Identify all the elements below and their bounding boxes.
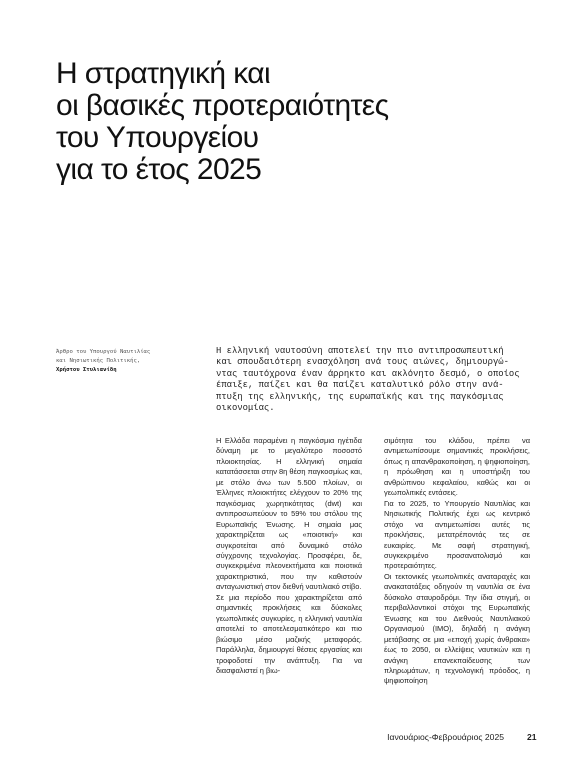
body-paragraph: σιμότητα του κλάδου, πρέπει να αντιμετωπίσουμε σημαντικές προκλήσεις, όπως η απανθρακοποίηση, η ψηφιοποίηση, η πρόωθηση και η υποστήριξη του ανθρώπινου κεφαλαίου, καθώς και οι γεωπολιτικές εντάσεις. [384, 436, 530, 498]
body-column-left [216, 436, 362, 676]
byline-role: και Νησιωτικής Πολιτικής, [56, 358, 141, 364]
body-paragraph: Οι τεκτονικές γεωπολιτικές αναταραχές και ανακατατάξεις οδηγούν τη ναυτιλία σε ένα δύσκολο σταυροδρόμι. Την ίδια στιγμή, οι περιβαλλοντικοί στόχοι της Ευρωπαϊκής Ένωσης και του Διεθνούς Ναυτιλιακού Οργανισμού (IMO), δηλαδή η ανάγκη μετάβασης σε μια «εποχή χωρίς άνθρακα» έως το 2050, οι ελλείψεις ναυτικών και η ανάγκη επανεκπαίδευσης των πληρωμάτων, η τεχνολογική πρόοδος, η ψηφιοποίηση [384, 571, 530, 686]
issue-date: Ιανουάριος-Φεβρουάριος 2025 [387, 732, 504, 742]
body-paragraph: Για το 2025, το Υπουργείο Ναυτιλίας και Νησιωτικής Πολιτικής έχει ως κεντρικό στόχο να αντιμετωπίσει αυτές τις προκλήσεις, μετατρέποντάς τες σε ευκαιρίες. Με σαφή στρατηγική, συγκεκριμένο προσανατολισμό και προτεραιότητες. [384, 498, 530, 571]
title-line: για το έτος 2025 [56, 153, 262, 186]
title-line: του Υπουργείου [56, 121, 259, 154]
article-title [56, 58, 536, 186]
body-paragraph: Σε μια περίοδο που χαρακτηρίζεται από σημαντικές προκλήσεις και δύσκολες γεωπολιτικές συγκυρίες, η ελληνική ναυτιλία αποτελεί το αποτελεσματικότερο και πιο βιώσιμο μέσο μαζικής μεταφοράς. Παράλληλα, δημιουργεί θέσεις εργασίας και τροφοδοτεί την ανάπτυξη. Για να διασφαλιστεί η βιω- [216, 592, 362, 675]
lead-line: Η ελληνική ναυτοσύνη αποτελεί την πιο αντιπροσωπευτική [216, 346, 504, 356]
title-line: οι βασικές προτεραιότητες [56, 89, 389, 122]
lead-line: οικονομίας. [216, 403, 275, 414]
byline-author: Χρήστου Στυλιανίδη [56, 367, 117, 373]
lead-line: πτυξη της ελληνικής, της ευρωπαϊκής και της παγκόσμιας [216, 391, 504, 402]
body-paragraph: Η Ελλάδα παραμένει η παγκόσμια ηγέτιδα δύναμη με το μεγαλύτερο ποσοστό πλοιοκτησίας. Η ελληνική σημαία κατατάσσεται στην 8η θέση παγκοσμίως και, με στόλο άνω των 5.500 πλοίων, οι Έλληνες πλοιοκτήτες ελέγχουν το 20% της παγκόσμιας χωρητικότητας (dwt) και αντιπροσωπεύουν το 59% του στόλου της Ευρωπαϊκής Ένωσης. Η σημαία μας χαρακτηρίζεται ως «ποιοτική» και συγκροτείται από δυναμικό στόλο σύγχρονης τεχνολογίας. Προσφέρει, δε, συγκεκριμένα πλεονεκτήματα και ποιοτικά χαρακτηριστικά, που την καθιστούν ανταγωνιστική στον διεθνή ναυτιλιακό στίβο. [216, 436, 363, 592]
lead-line: και σπουδαιότερη ενασχόληση ανά τους αιώνες, δημιουργώ- [216, 357, 509, 368]
page-footer [0, 732, 576, 746]
page-number: 21 [527, 732, 537, 742]
byline-role: Άρθρο του Υπουργού Ναυτιλίας [56, 349, 151, 355]
title-line: Η στρατηγική και [56, 57, 271, 90]
lead-paragraph [216, 346, 538, 414]
byline [56, 348, 206, 375]
lead-line: ντας ταυτόχρονα έναν άρρηκτο και ακλόνητο δεσμό, ο οποίος [216, 368, 520, 379]
body-column-right [384, 436, 530, 687]
lead-line: έπαιξε, παίζει και θα παίζει καταλυτικό ρόλο στην ανά- [216, 380, 504, 391]
